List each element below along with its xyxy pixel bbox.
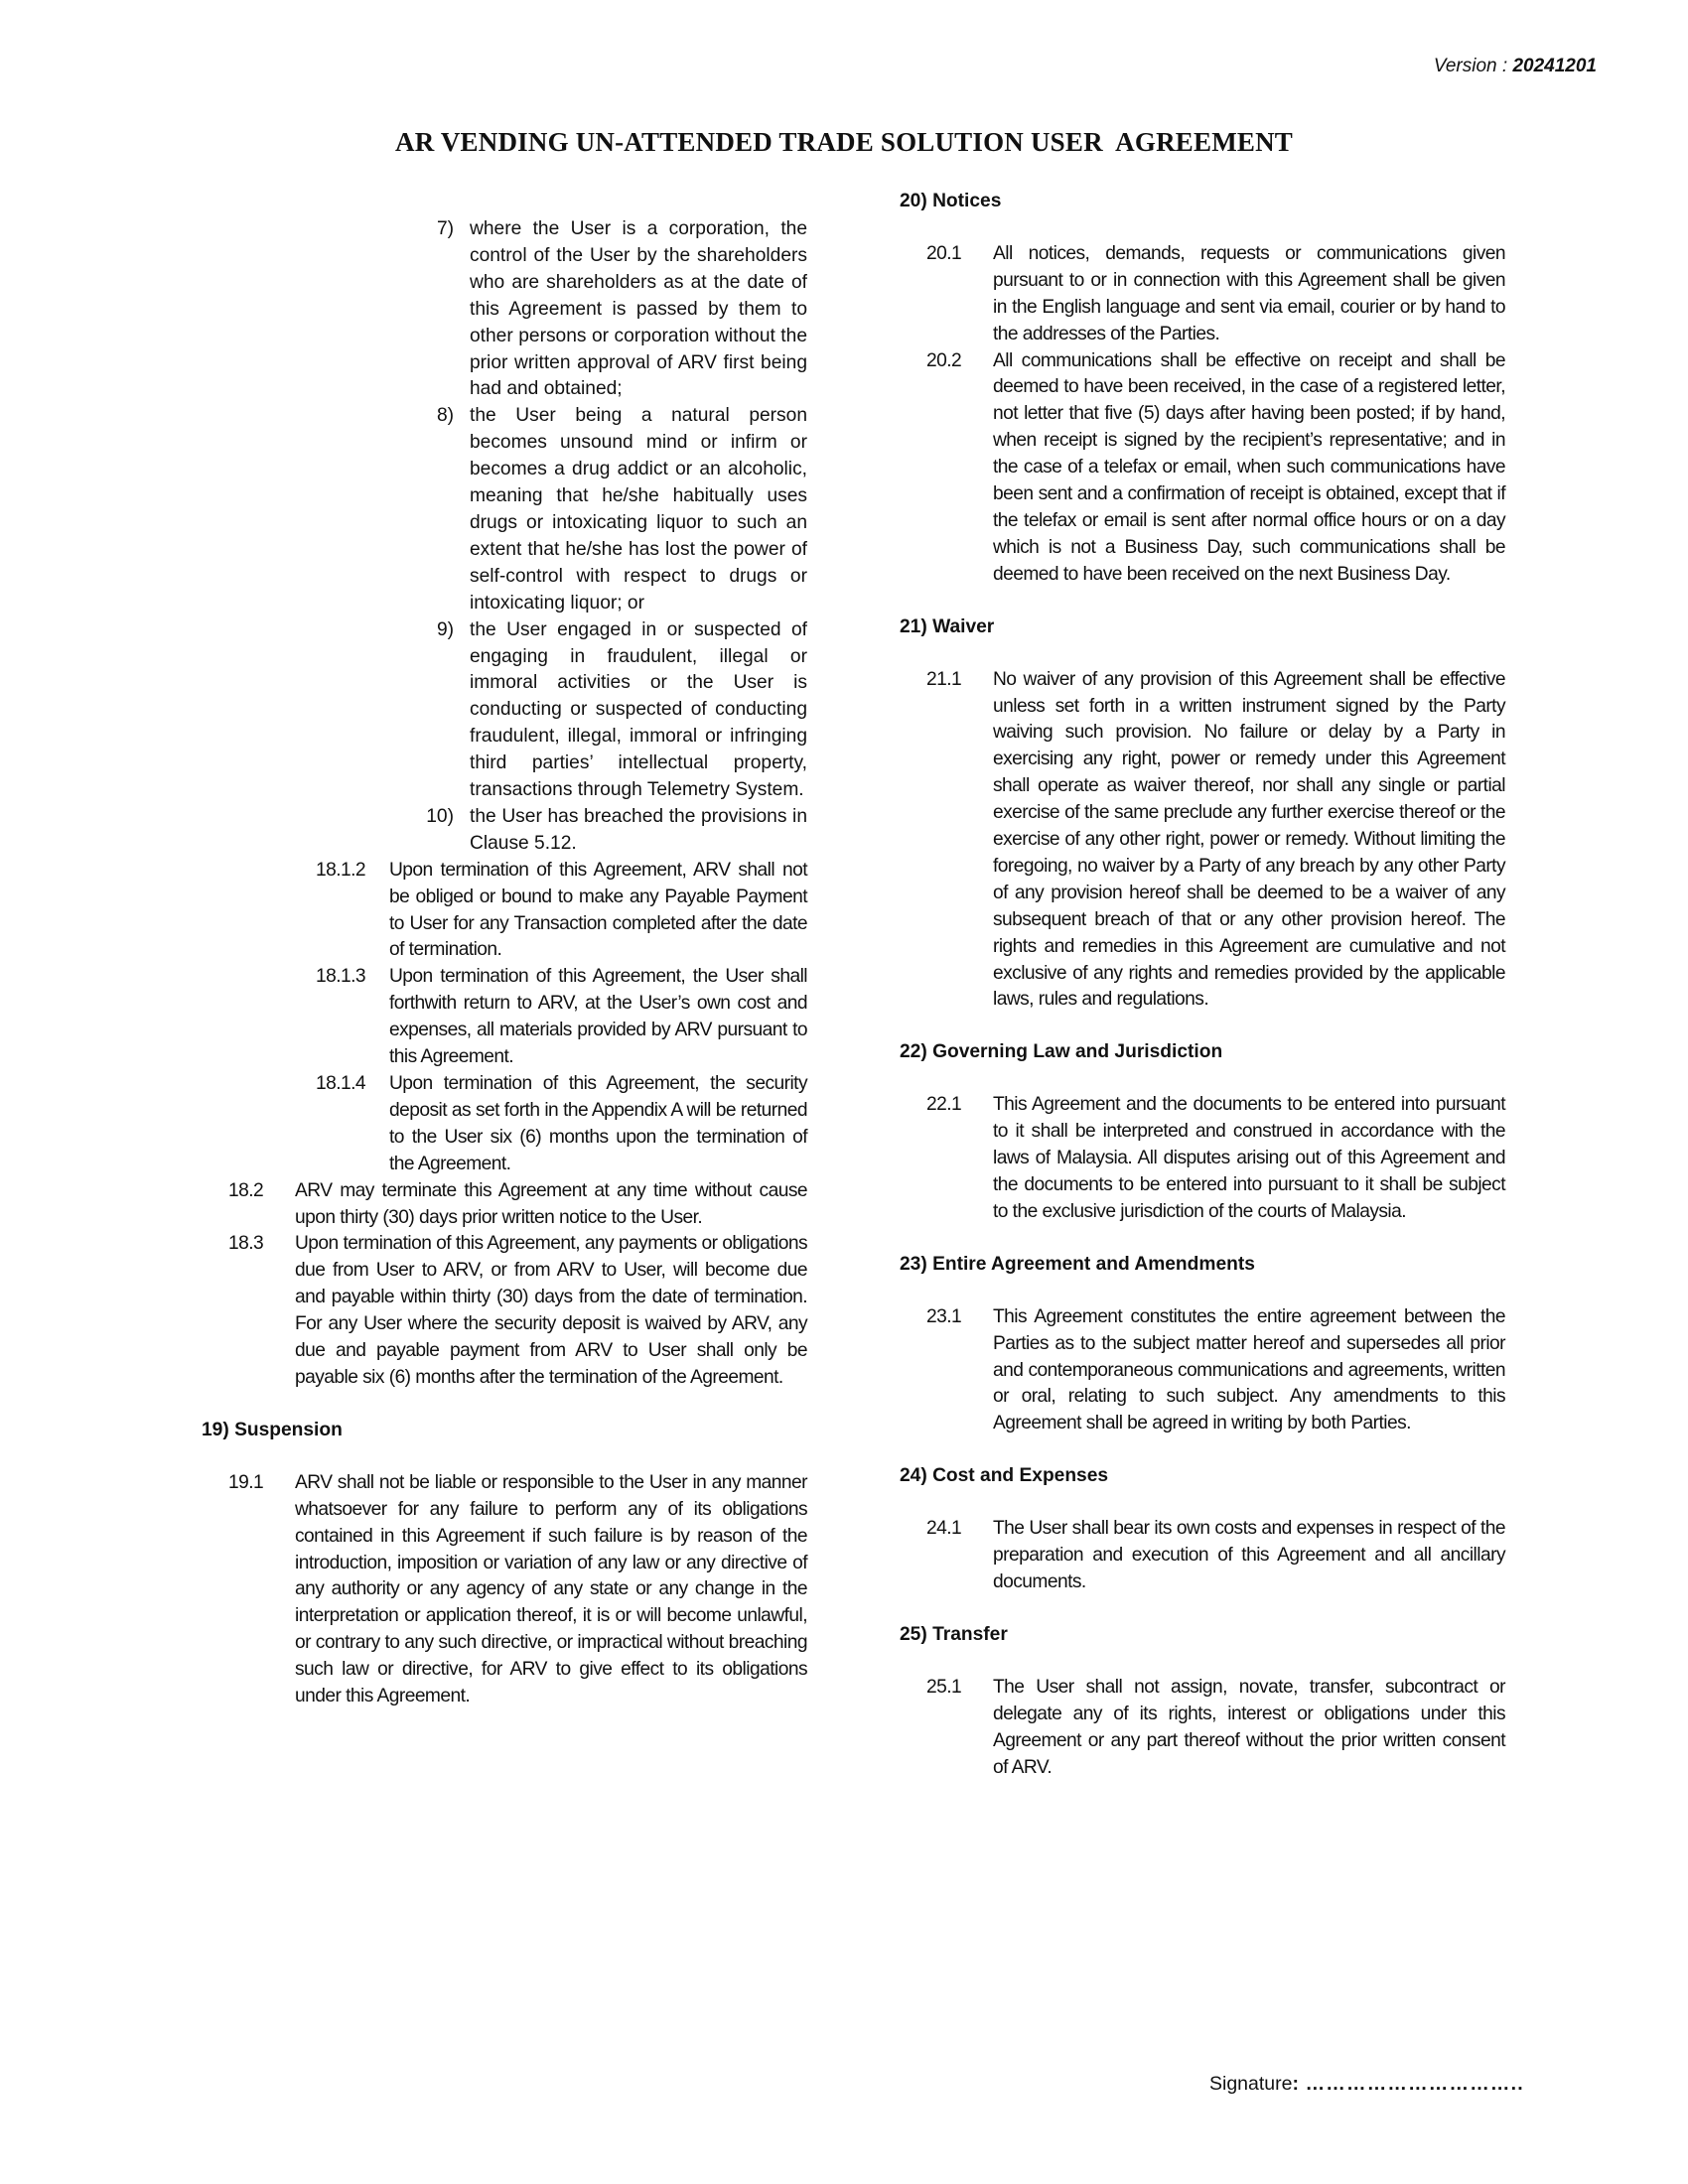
section-heading-transfer: 25) Transfer xyxy=(900,1623,1008,1645)
clause-number: 25.1 xyxy=(926,1676,962,1698)
spacer xyxy=(900,1596,1505,1622)
section-heading-entire-agreement: 23) Entire Agreement and Amendments xyxy=(900,1253,1255,1275)
clause-18-1-3 xyxy=(316,964,807,1071)
version-prefix: Version : xyxy=(1433,56,1513,76)
clause-number: 18.1.3 xyxy=(316,966,366,988)
clause-text: This Agreement constitutes the entire agreement between the Parties as to the subject matter hereof and supersedes all prior and contemporaneous communications and agreements, written or oral, relating to such subject. Any amendments to this Agreement shall be agreed in writing by both Parties. xyxy=(993,1305,1505,1434)
item-number: 9) xyxy=(436,618,454,640)
spacer xyxy=(900,641,1505,667)
clause-text: All notices, demands, requests or communications given pursuant to or in connection with this Agreement shall be given in the English language and sent via email, courier or by hand to the addresses of the Parties. xyxy=(993,242,1505,344)
clause-number: 24.1 xyxy=(926,1518,962,1540)
clause-18-2 xyxy=(228,1178,807,1232)
section-heading-notices: 20) Notices xyxy=(900,191,1002,211)
clause-22-1 xyxy=(926,1092,1505,1226)
left-column xyxy=(202,216,807,1710)
clause-number: 18.2 xyxy=(228,1179,264,1201)
clause-number: 20.1 xyxy=(926,242,962,264)
clause-20-1 xyxy=(926,241,1505,348)
spacer xyxy=(202,1444,807,1470)
clause-20-2 xyxy=(926,348,1505,589)
clause-text: ARV shall not be liable or responsible to the User in any manner whatsoever for any failure to perform any of its obligations contained in this Agreement if such failure is by reason of the introduction, imposition or variation of any law or any directive of any authority or any agency of any state or any change in the interpretation or application thereof, it is or will become unlawful, or contrary to any such directive, or impractical without breaching such law or directive, for ARV to give effect to its obligations under this Agreement. xyxy=(295,1471,807,1707)
termination-event-item xyxy=(426,804,807,858)
clause-24-1 xyxy=(926,1516,1505,1596)
clause-number: 18.3 xyxy=(228,1233,264,1255)
spacer xyxy=(900,215,1505,241)
clause-text: The User shall not assign, novate, transfer, subcontract or delegate any of its rights, interest or obligations under this Agreement or any part thereof without the prior written consent of ARV. xyxy=(993,1676,1505,1778)
spacer xyxy=(900,1226,1505,1252)
version-label xyxy=(1434,56,1597,77)
clause-text: ARV may terminate this Agreement at any time without cause upon thirty (30) days prior written notice to the User. xyxy=(295,1179,807,1228)
clause-18-1-2 xyxy=(316,858,807,965)
termination-event-item xyxy=(432,403,807,616)
item-text: the User engaged in or suspected of engaging in fraudulent, illegal or immoral activities or the User is conducting or suspected of conducting fraudulent, illegal, immoral or infringing third parties’ intellectual property, transactions through Telemetry System. xyxy=(470,618,807,801)
item-text: where the User is a corporation, the control of the User by the shareholders who are shareholders as at the date of this Agreement is passed by them to other persons or corporation without the prior written approval of ARV first being had and obtained; xyxy=(470,218,807,400)
clause-number: 19.1 xyxy=(228,1471,264,1493)
section-heading-waiver: 21) Waiver xyxy=(900,615,995,637)
clause-number: 22.1 xyxy=(926,1094,962,1116)
spacer xyxy=(900,1649,1505,1675)
clause-text: No waiver of any provision of this Agreement shall be effective unless set forth in a written instrument signed by the Party waiving such provision. No failure or delay by a Party in exercising any right, power or remedy under this Agreement shall operate as waiver thereof, nor shall any single or partial exercise of the same preclude any further exercise thereof or the exercise of any other right, power or remedy. Without limiting the foregoing, no waiver by a Party of any breach by any other Party of any provision hereof shall be deemed to be a waiver of any subsequent breach of that or any other provision hereof. The rights and remedies in this Agreement are cumulative and not exclusive of any rights and remedies provided by the applicable laws, rules and regulations. xyxy=(993,668,1505,1011)
termination-event-item xyxy=(432,216,807,403)
spacer xyxy=(900,1437,1505,1463)
item-text: the User being a natural person becomes unsound mind or infirm or becomes a drug addict or an alcoholic, meaning that he/she habitually uses drugs or intoxicating liquor to such an extent that he/she has lost the power of self-control with respect to drugs or intoxicating liquor; or xyxy=(470,405,807,614)
spacer xyxy=(202,1392,807,1418)
section-heading-cost-expenses: 24) Cost and Expenses xyxy=(900,1465,1109,1487)
clause-number: 18.1.4 xyxy=(316,1073,366,1094)
clause-number: 21.1 xyxy=(926,668,962,690)
item-number: 8) xyxy=(436,405,454,427)
spacer xyxy=(900,1066,1505,1092)
clause-number: 18.1.2 xyxy=(316,859,366,881)
section-heading-governing-law: 22) Governing Law and Jurisdiction xyxy=(900,1041,1223,1063)
spacer xyxy=(900,589,1505,614)
version-number: 20241201 xyxy=(1512,56,1597,76)
right-column xyxy=(900,189,1505,1781)
clause-number: 20.2 xyxy=(926,349,962,371)
item-number: 10) xyxy=(426,805,454,827)
spacer xyxy=(900,1279,1505,1304)
clause-number: 23.1 xyxy=(926,1305,962,1327)
signature-line[interactable]: ………………………….. xyxy=(1298,2073,1524,2095)
clause-19-1 xyxy=(228,1470,807,1710)
clause-23-1 xyxy=(926,1304,1505,1438)
clause-text: Upon termination of this Agreement, any payments or obligations due from User to ARV, or from ARV to User, will become due and payable within thirty (30) days from the date of termination. For any User where the security deposit is waived by ARV, any due and payable payment from ARV to User shall only be payable six (6) months after the termination of the Agreement. xyxy=(295,1233,807,1388)
item-number: 7) xyxy=(436,218,454,239)
clause-text: Upon termination of this Agreement, the security deposit as set forth in the Appendix A will be returned to the User six (6) months upon the termination of the Agreement. xyxy=(389,1073,807,1174)
signature-colon: : xyxy=(1292,2073,1299,2095)
clause-21-1 xyxy=(926,667,1505,1015)
clause-18-1-4 xyxy=(316,1071,807,1178)
document-title: AR VENDING UN-ATTENDED TRADE SOLUTION USER AGREEMENT xyxy=(395,127,1293,157)
item-text: the User has breached the provisions in Clause 5.12. xyxy=(470,805,807,854)
spacer xyxy=(900,1014,1505,1039)
clause-text: All communications shall be effective on receipt and shall be deemed to have been received, in the case of a registered letter, not letter that five (5) days after having been posted; if by hand, when receipt is signed by the recipient’s representative; and in the case of a telefax or email, when such communications have been sent and a confirmation of receipt is obtained, except that if the telefax or email is sent after normal office hours or on a day which is not a Business Day, such communications shall be deemed to have been received on the next Business Day. xyxy=(993,349,1505,585)
signature-field[interactable] xyxy=(1209,2073,1524,2096)
clause-text: Upon termination of this Agreement, the User shall forthwith return to ARV, at the User’s own cost and expenses, all materials provided by ARV pursuant to this Agreement. xyxy=(389,966,807,1068)
clause-text: This Agreement and the documents to be entered into pursuant to it shall be interpreted and construed in accordance with the laws of Malaysia. All disputes arising out of this Agreement and the documents to be entered into pursuant to it shall be subject to the exclusive jurisdiction of the courts of Malaysia. xyxy=(993,1094,1505,1222)
clause-text: Upon termination of this Agreement, ARV shall not be obliged or bound to make any Payable Payment to User for any Transaction completed after the date of termination. xyxy=(389,859,807,961)
clause-18-3 xyxy=(228,1231,807,1391)
section-heading-suspension: 19) Suspension xyxy=(202,1419,343,1440)
clause-25-1 xyxy=(926,1675,1505,1782)
spacer xyxy=(900,1490,1505,1516)
signature-label: Signature xyxy=(1209,2073,1293,2095)
clause-text: The User shall bear its own costs and expenses in respect of the preparation and execution of this Agreement and all ancillary documents. xyxy=(993,1518,1505,1592)
termination-event-item xyxy=(432,617,807,804)
